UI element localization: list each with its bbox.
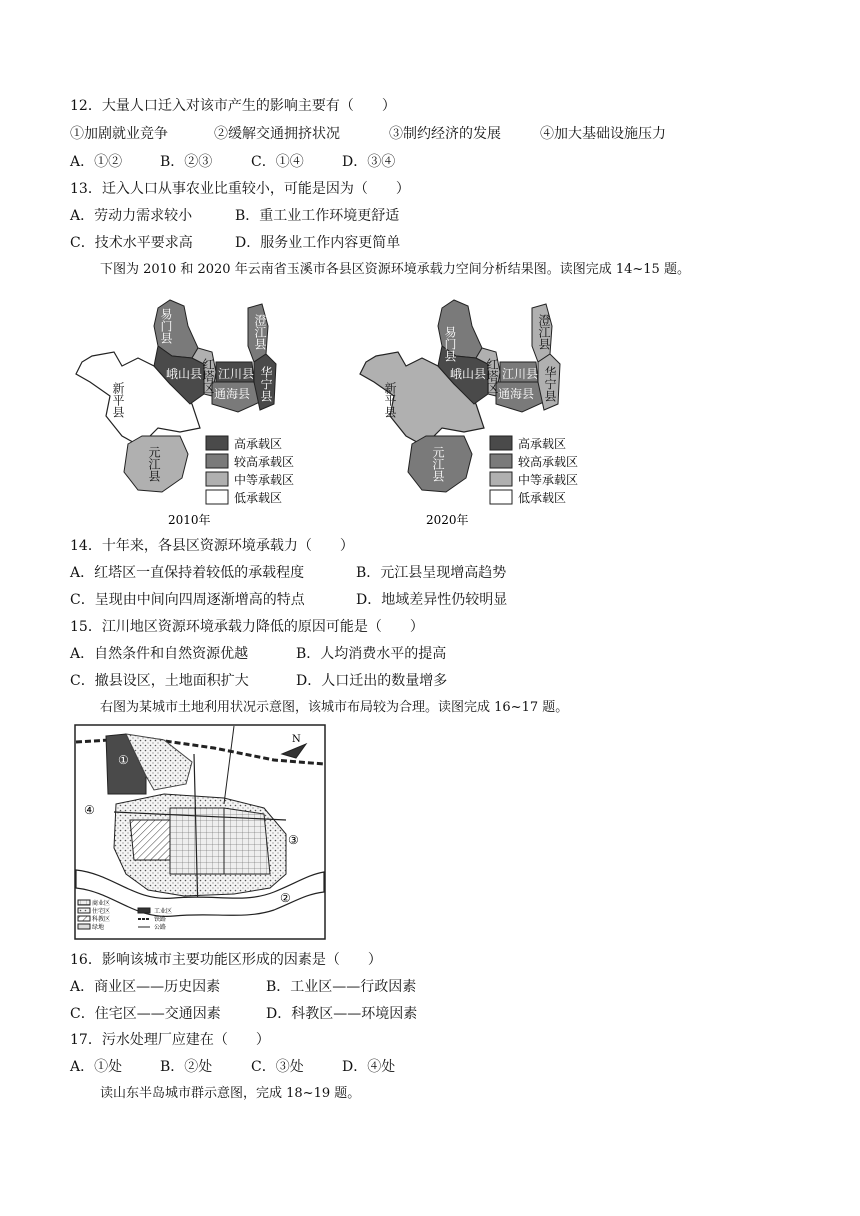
- label-huaning: 华宁县: [543, 366, 557, 402]
- year-2010: 2010年: [168, 513, 211, 527]
- q12-stem: 12．大量人口迁入对该市产生的影响主要有（ ）: [70, 98, 396, 114]
- label-jiangchuan: 江川县: [218, 367, 255, 381]
- label-xinping: 新平县: [383, 382, 397, 418]
- q14-option-c: C．呈现由中间向四周逐渐增高的特点: [70, 592, 305, 608]
- label-tonghai: 通海县: [498, 387, 535, 401]
- q16-option-d: D．科教区——环境因素: [266, 1006, 418, 1022]
- legend-swatch-low: [206, 490, 228, 504]
- legend-swatch-industrial: [138, 908, 150, 913]
- label-yimen: 易门县: [159, 308, 173, 344]
- north-label: N: [292, 734, 301, 745]
- label-yuanjiang: 元江县: [147, 446, 161, 482]
- q12-option-a: A．①②: [70, 154, 123, 170]
- label-xinping: 新平县: [111, 382, 125, 418]
- legend-green: 绿地: [92, 924, 105, 931]
- legend-swatch-high: [490, 436, 512, 450]
- q13-option-d: D．服务业工作内容更简单: [235, 235, 401, 251]
- legend-swatch-high: [206, 436, 228, 450]
- legend-high: 高承载区: [234, 437, 283, 451]
- marker-3: ③: [288, 833, 299, 847]
- label-jiangchuan: 江川县: [502, 367, 539, 381]
- legend-railway: 铁路: [154, 916, 167, 923]
- legend-low: 低承载区: [234, 491, 283, 505]
- q13-option-a: A．劳动力需求较小: [70, 208, 193, 224]
- intro-14-15: 下图为 2010 和 2020 年云南省玉溪市各县区资源环境承载力空间分析结果图。读图完成 14~15 题。: [100, 262, 690, 277]
- label-eshan: 峨山县: [166, 367, 203, 381]
- legend-higher: 较高承载区: [234, 455, 295, 469]
- legend-higher: 较高承载区: [518, 455, 579, 469]
- label-chengjiang: 澄江县: [537, 314, 551, 350]
- legend-commercial: 商业区: [92, 900, 111, 907]
- q12-option-d: D．③④: [342, 154, 396, 170]
- q16-stem: 16．影响该城市主要功能区形成的因素是（ ）: [70, 952, 382, 968]
- q12-option-b: B．②③: [160, 154, 213, 170]
- legend-residential: 住宅区: [92, 908, 111, 915]
- intro-18-19: 读山东半岛城市群示意图，完成 18~19 题。: [100, 1086, 361, 1101]
- q15-stem: 15．江川地区资源环境承载力降低的原因可能是（ ）: [70, 619, 424, 635]
- intro-16-17: 右图为某城市土地利用状况示意图，该城市布局较为合理。读图完成 16~17 题。: [100, 700, 569, 715]
- map-2020: [360, 300, 578, 527]
- q12-item-4: ④加大基础设施压力: [540, 126, 666, 142]
- q16-option-b: B．工业区——行政因素: [266, 979, 417, 995]
- q17-option-a: A．①处: [70, 1059, 123, 1075]
- label-eshan: 峨山县: [450, 367, 487, 381]
- q12-item-2: ②缓解交通拥挤状况: [214, 126, 340, 142]
- q12-item-3: ③制约经济的发展: [389, 126, 501, 142]
- legend-swatch-residential: [78, 908, 90, 913]
- legend-medium: 中等承载区: [234, 473, 295, 487]
- q15-option-b: B．人均消费水平的提高: [296, 646, 447, 662]
- q16-option-a: A．商业区——历史因素: [70, 979, 221, 995]
- label-yimen: 易门县: [443, 326, 457, 362]
- city-land-use-map: [74, 724, 326, 940]
- legend-medium: 中等承载区: [518, 473, 579, 487]
- legend-road: 公路: [154, 924, 167, 931]
- carrying-capacity-maps: [62, 286, 622, 532]
- q15-option-d: D．人口迁出的数量增多: [296, 673, 448, 689]
- q13-stem: 13．迁入人口从事农业比重较小，可能是因为（ ）: [70, 181, 410, 197]
- label-tonghai: 通海县: [214, 387, 251, 401]
- legend-industrial: 工业区: [154, 908, 173, 915]
- q13-option-c: C．技术水平要求高: [70, 235, 193, 251]
- marker-2: ②: [280, 891, 291, 905]
- label-yuanjiang: 元江县: [431, 446, 445, 482]
- q17-option-b: B．②处: [160, 1059, 213, 1075]
- q12-option-c: C．①④: [251, 154, 304, 170]
- q14-option-d: D．地域差异性仍较明显: [356, 592, 508, 608]
- q17-stem: 17．污水处理厂应建在（ ）: [70, 1032, 270, 1048]
- q16-option-c: C．住宅区——交通因素: [70, 1006, 221, 1022]
- legend-swatch-education: [78, 916, 90, 921]
- marker-1: ①: [118, 753, 129, 767]
- legend-swatch-higher: [490, 454, 512, 468]
- legend-education: 科教区: [92, 916, 111, 923]
- q13-option-b: B．重工业工作环境更舒适: [235, 208, 400, 224]
- marker-4: ④: [84, 803, 95, 817]
- q15-option-a: A．自然条件和自然资源优越: [70, 646, 249, 662]
- q14-option-b: B．元江县呈现增高趋势: [356, 565, 507, 581]
- legend-swatch-commercial: [78, 900, 90, 905]
- legend-high: 高承载区: [518, 437, 567, 451]
- q14-stem: 14．十年来，各县区资源环境承载力（ ）: [70, 538, 354, 554]
- legend-low: 低承载区: [518, 491, 567, 505]
- label-huaning: 华宁县: [259, 366, 273, 402]
- legend-swatch-green: [78, 924, 90, 929]
- q15-option-c: C．撤县设区，土地面积扩大: [70, 673, 249, 689]
- q12-item-1: ①加剧就业竞争: [70, 126, 168, 142]
- legend-swatch-medium: [490, 472, 512, 486]
- q14-option-a: A．红塔区一直保持着较低的承载程度: [70, 565, 305, 581]
- education-block: [130, 820, 170, 860]
- label-hongta: 红塔区: [485, 358, 499, 394]
- map-2010: [76, 300, 294, 527]
- legend-swatch-higher: [206, 454, 228, 468]
- legend-swatch-low: [490, 490, 512, 504]
- label-chengjiang: 澄江县: [253, 314, 267, 350]
- q17-option-c: C．③处: [251, 1059, 304, 1075]
- label-hongta: 红塔区: [201, 358, 215, 394]
- q17-option-d: D．④处: [342, 1059, 396, 1075]
- legend-swatch-medium: [206, 472, 228, 486]
- year-2020: 2020年: [426, 513, 469, 527]
